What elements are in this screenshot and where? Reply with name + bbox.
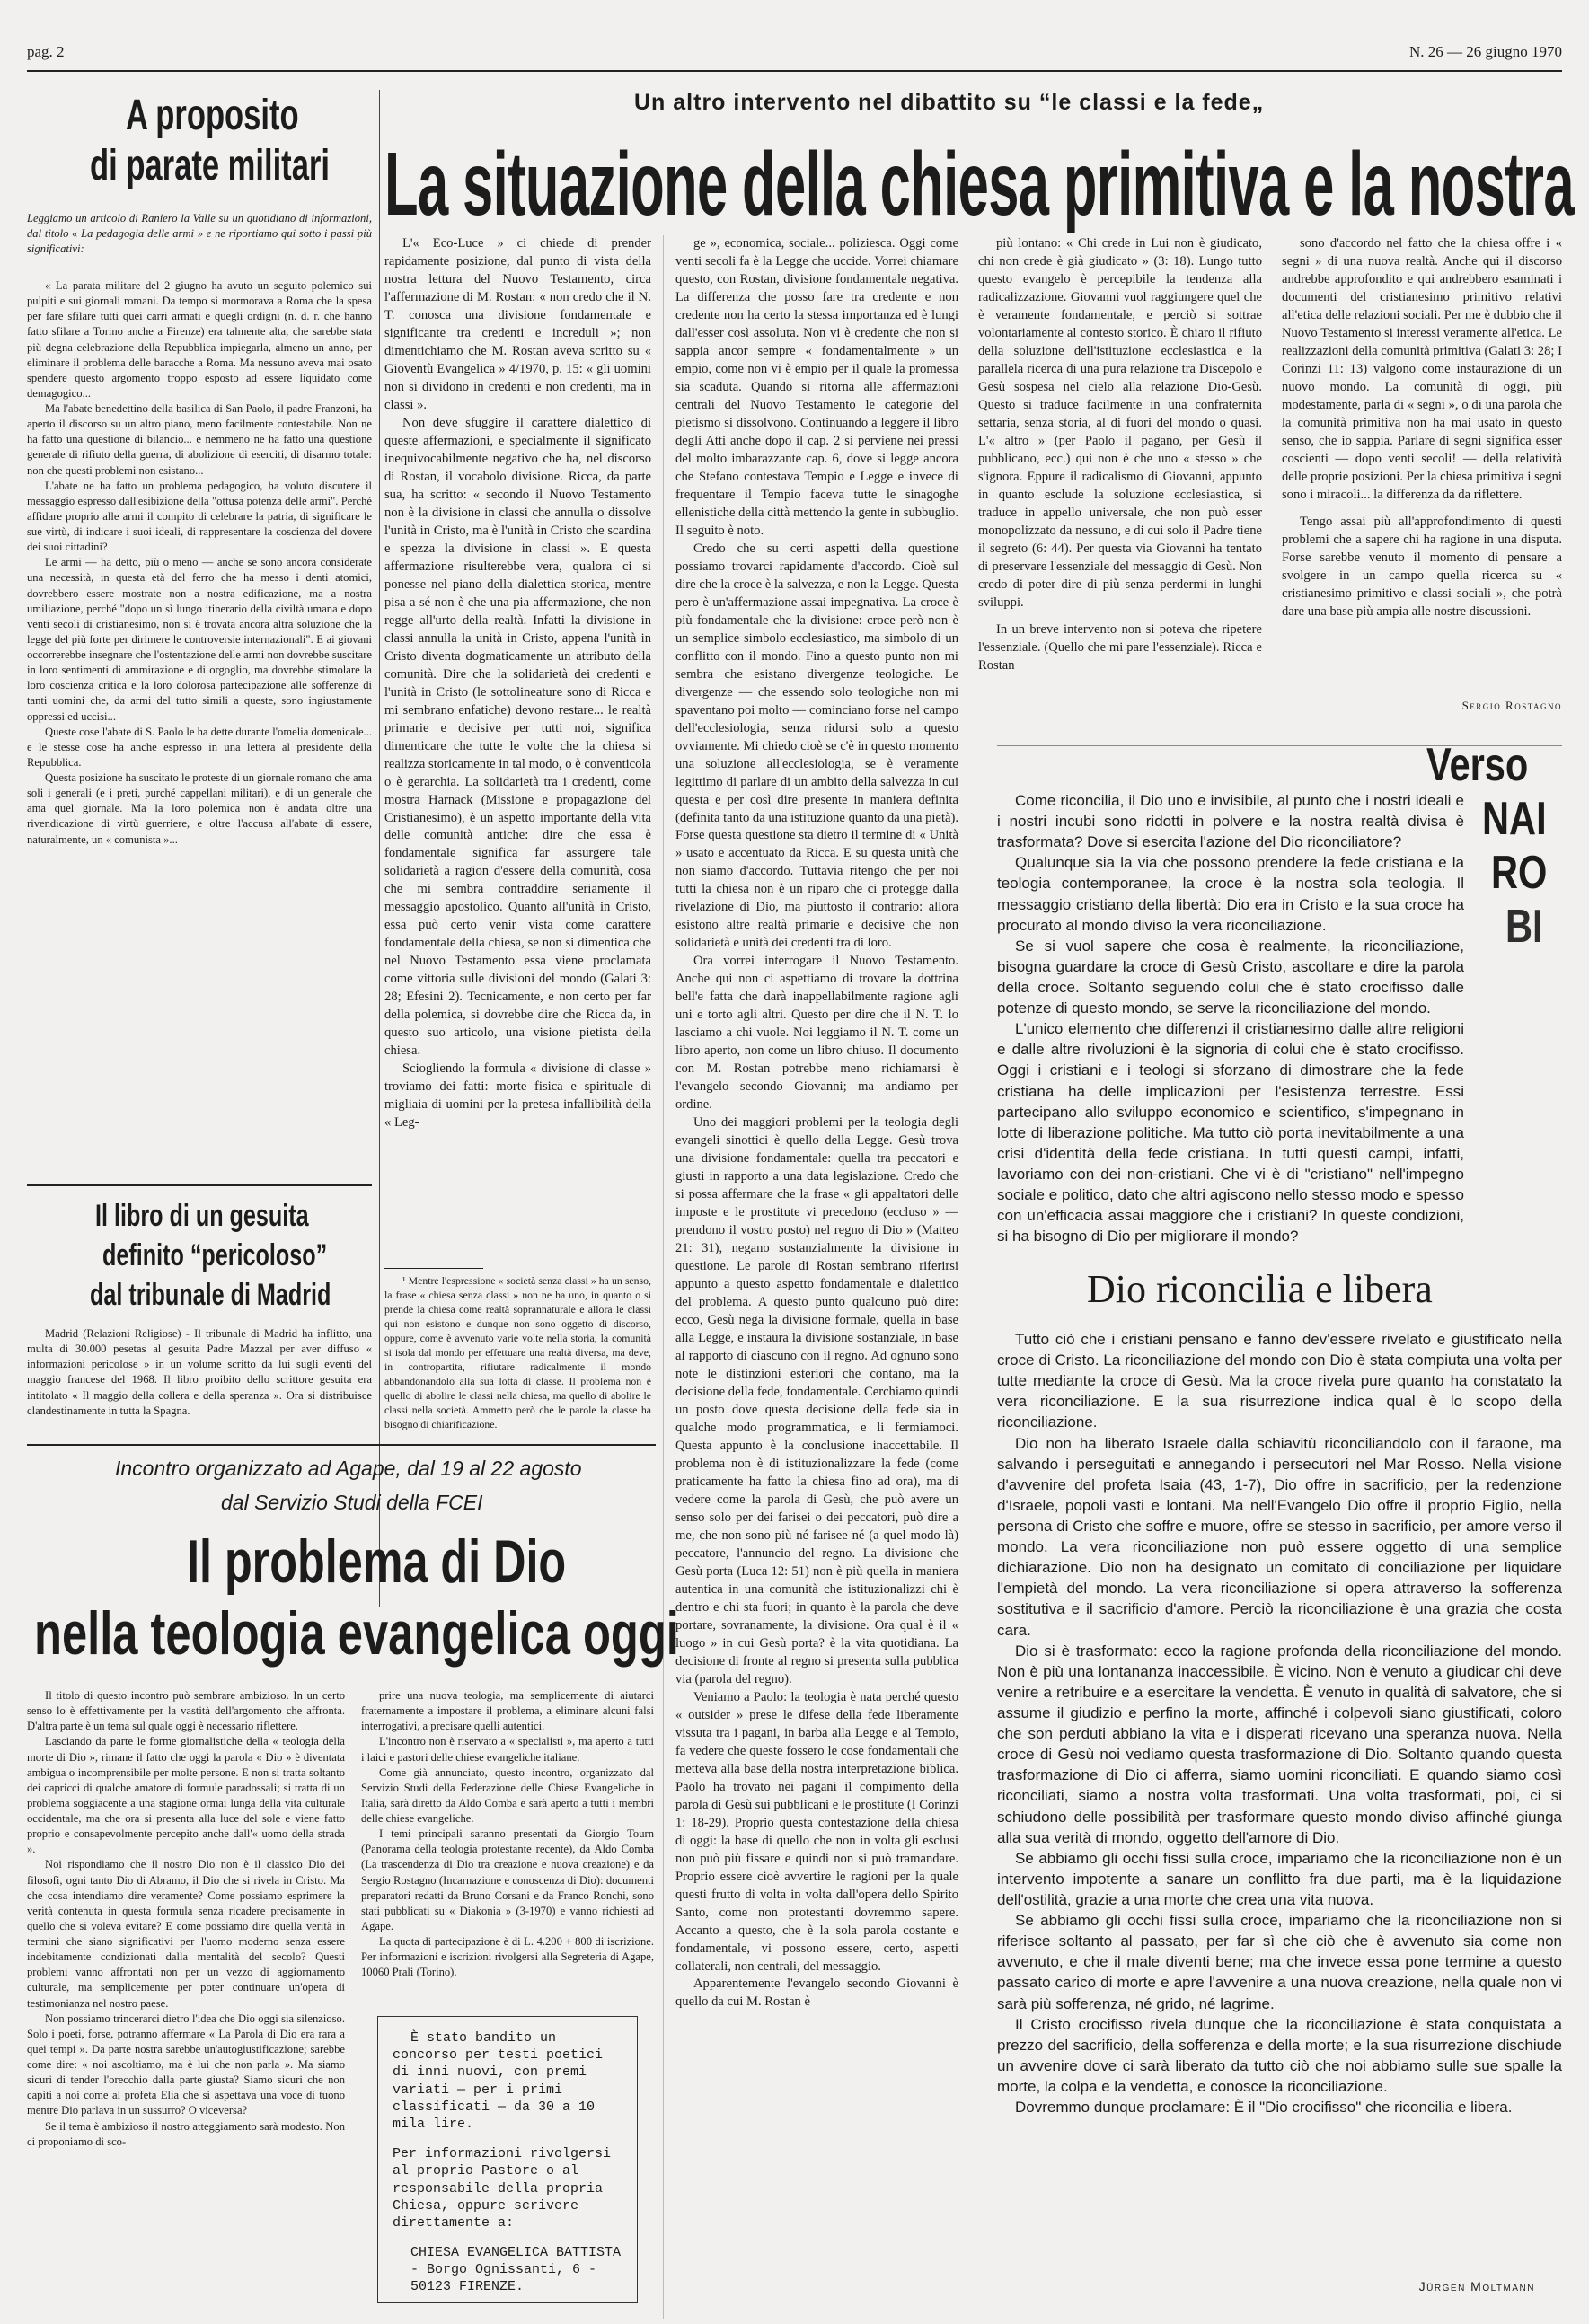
left-article-paragraph: Ma l'abate benedettino della basilica di San Paolo, il padre Franzoni, ha aperto il discorso su un altro piano, meno facilmente contestabile. Non ne ha fatto una questione di bilancio... e nemmeno ne ha fatto una questione generale di rifiuto della guerra, di abolizione di eserciti, di disarmo totale: non che questi problemi non esistano... (27, 402, 372, 477)
concorso-box (377, 2016, 638, 2303)
agape-title-2: nella teologia evangelica oggi (34, 1599, 679, 1668)
main-kicker: Un altro intervento nel dibattito su “le classi e la fede„ (634, 90, 1265, 115)
verso-paragraph: Come riconcilia, il Dio uno e invisibile, al punto che i nostri ideali e i nostri incubi sono ridotti in polvere e la nostra realtà divisa è trasformata? Dove si esercita l'azione del Dio riconciliatore? (997, 792, 1464, 851)
verso-paragraph: Se abbiamo gli occhi fissi sulla croce, impariamo che la riconciliazione non si riferisce soltanto al passato, per far sì che ciò che è avvenuto sia come non avvenuto, e che il male diventi bene; ma che invece essa pone termine a questo passato carico di morte e apre l'avvenire a una nuova creazione, nella quale non vi sarà più sofferenza, né grido, né lagrime. (997, 1912, 1562, 2012)
verso-paragraph: Se abbiamo gli occhi fissi sulla croce, impariamo che la riconciliazione non è un intervento impotente a sanare un conflitto fra due parti, ma è la liquidazione dell'ostilità, grazie a una morte che crea una vita nuova. (997, 1849, 1562, 1908)
agape-rule (27, 1444, 656, 1446)
agape-paragraph: Non possiamo trincerarci dietro l'idea che Dio oggi sia silenzioso. Solo i poeti, forse, potranno affermare « La Parola di Dio era rara a quei tempi ». Da parte nostra sarebbe un'autogiustificazione; sarebbe come dire: « noi ascoltiamo, ma è lui che non parla ». Ma siamo sicuri di tender l'orecchio dalla parte giusta? Siamo sicuri che non capiti a noi come al profeta Elia che si aspettava una voce di tuono mentre Dio parlava in un sussurro? O viceversa? (27, 2011, 345, 2117)
main-paragraph: Non deve sfuggire il carattere dialettico di queste affermazioni, e specialmente il significato inequivocabilmente negativo che ha, nel discorso di Rostan, il vocabolo divisione. Ricca, da parte sua, ha scritto: « secondo il Nuovo Testamento non è la divisione in classi che annulla o dissolve l'unità in Cristo, ma è l'unità in Cristo che scardina e spezza la divisione in classi ». E questa affermazione risulterebbe vera, qualora ci si ponesse nel piano della dialettica storica, mentre pisa a sé non è che una pia affermazione, che non regge all'urto della realtà. Infatti la divisione in classi annulla la unità in Cristo, appena l'unità in Cristo diventa dogmaticamente un attributo della comunità. Dire che la solidarietà dei credenti e l'unità in Cristo (le sottolineature sono di Ricca e mi sembrano enfatiche) devono restare... le realtà primarie e decisive per tutti noi, significa dimenticare che tutte le volte che la chiesa si realizza storicamente in tal modo, o è conventicola o è gerarchia. La solidarietà tra i credenti, come mostra Harnack (Missione e propagazione del Cristianesimo), è un aspetto importante della vita delle comunità antiche: dire che essa è fondamentale significa far assurgere tale solidarietà a ragion d'essere della comunità, cosa che mi sembra contraddire seriamente il messaggio apostolico. Quanto all'unità in Cristo, essa può certo venir vista come carattere fondamentale della chiesa, se non si dimentica che nel Nuovo Testamento essa viene proclamata come vittoria sulle divisioni del mondo (Galati 3: 28; Efesini 2). Tecnicamente, e non certo per far della polemica, si dovrebbe dire che Ricca da, in questo suo articolo, una visione pietista della chiesa. (384, 415, 651, 1059)
main-paragraph: Sciogliendo la formula « divisione di classe » troviamo dei fatti: morte fisica e spirituale di migliaia di uomini per la pretesa infallibilità della « Leg- (384, 1061, 651, 1131)
rostagno-signature: Sergio Rostagno (1461, 699, 1562, 712)
left-article-body (27, 278, 372, 1262)
main-column-2 (675, 235, 958, 2311)
concorso-text: È stato bandito un concorso per testi poetici di inni nuovi, con premi variati — per i primi classificati — da 30 a 10 mila lire. (393, 2030, 604, 2132)
agape-paragraph: Il titolo di questo incontro può sembrare ambizioso. In un certo senso lo è effettivamente per la vastità dell'argomento che affronta. D'altra parte è un tema sul quale oggi è necessario riflettere. (27, 1689, 345, 1733)
column-divider-left (379, 90, 380, 1607)
gesuita-title-1: Il libro di un gesuita (95, 1199, 309, 1233)
left-article-title-2: di parate militari (90, 142, 330, 189)
concorso-contact: Per informazioni rivolgersi al proprio Pastore o al responsabile della propria Chiesa, oppure scrivere direttamente a: (393, 2146, 612, 2231)
verso-label: Verso (1426, 739, 1529, 791)
left-article-intro (27, 211, 372, 274)
left-article-paragraph: Questa posizione ha suscitato le proteste di un giornale romano che ama soli i generali (e i preti, purché cappellani militari), e di un generale che ama quel giornale. Ma la loro polemica non è andata oltre una rivendicazione di virtù guerriere, e oltre l'accusa all'abate di essere, naturalmente, un « comunista »... (27, 771, 372, 846)
agape-paragraph: Noi rispondiamo che il nostro Dio non è il classico Dio dei filosofi, ogni tanto Dio di Abramo, il Dio che si rivela in Cristo. Ma che cosa intendiamo dire veramente? Come possiamo esprimere la verità contenuta in questa formula senza ricadere precisamente in quello che si voleva evitare? E come possiamo dire quella verità in termini che siano significativi per l'uomo moderno senza essere indebitamente condizionati dalla mentalità del secolo? Questi problemi vanno affrontati non per un vezzo di aggiornamento culturale, ma semplicemente per poter continuare un'opera di testimonianza nel nostro paese. (27, 1858, 345, 2010)
verso-paragraph: Qualunque sia la via che possono prendere la fede cristiana e la teologia contemporanee, la croce è la nostra sola teologia. Il messaggio cristiano della libertà: Dio era in Cristo e la sua croce ha procurato al mondo diviso la vera riconciliazione. (997, 854, 1464, 934)
main-column-3 (978, 235, 1262, 711)
nairobi-label-2: RO (1491, 847, 1548, 899)
main-paragraph: sono d'accordo nel fatto che la chiesa offre i « segni » di una nuova realtà. Anche qui il discorso andrebbe approfondito e qui andrebbero esaminati i documenti del cristianesimo primitivo relativi all'etica delle relazioni sociali. Per me è dubbio che il Nuovo Testamento si interessi veramente all'etica. Le realizzazioni della comunità primitiva (Galati 3: 28; I Corinzi 11: 13) valgono come instaurazione di un nuovo mondo. La comunità di oggi, più modestamente, parla di « segni », o di una parola che la comunità primitiva non ha mai usato in questo senso, che io sappia. Parlare di segni significa esser coscienti — dopo venti secoli! — della relatività delle proprie posizioni. Per la chiesa primitiva i segni sono i miracoli... la differenza da da riflettere. (1282, 236, 1562, 502)
left-article-intro-text: Leggiamo un articolo di Raniero la Valle su un quotidiano di informazioni, dal titolo « La pedagogia delle armi » e ne riportiamo qui sotto i passi più significativi: (27, 212, 372, 256)
left-article-paragraph: Queste cose l'abate di S. Paolo le ha dette durante l'omelia domenicale... e le stesse cose ha anche espresso in una lettera al presidente della Repubblica. (27, 725, 372, 769)
left-article-paragraph: Le armi — ha detto, più o meno — anche se sono ancora considerate una necessità, in questa età del ferro che ha messo i denti atomici, dovrebbero essere mostrate non a nostra edificazione, ma a nostra umiliazione, perché "dopo un sì lungo itinerario della civiltà umana e dopo venti secoli di cristianesimo, non si è trovata ancora altra soluzione che la legge del più forte per dirimere le controversie internazionali". E ai giovani occorrerebbe insegnare che l'ostentazione delle armi non dovrebbe suscitare in loro sentimenti di ammirazione e di orgoglio, ma dovrebbe stimolare la loro coscienza critica e la loro dolorosa partecipazione alle sofferenze di tanti uomini che, da armi del tutto simili a queste, sono ingiustamente oppressi ed uccisi... (27, 556, 372, 723)
footnote-rule (384, 1268, 483, 1269)
verso-intro (997, 790, 1464, 1275)
verso-closing: Dovremmo dunque proclamare: È il "Dio crocifisso" che riconcilia e libera. (1015, 2099, 1513, 2117)
nairobi-label-3: BI (1505, 901, 1543, 953)
agape-paragraph: Lasciando da parte le forme giornalistiche della « teologia della morte di Dio », rimane il fatto che oggi la parola « Dio » è diventata ambigua o incomprensibile per molte persone. E non si tratta soltanto dei capricci di qualche amatore di formule paradossali; si tratta di un problema soggiacente a una stagione ormai lunga della vita culturale occidentale, ma che ora si presenta alla luce del sole e viene fatto proprio e consapevolmente percepito anche dall'« uomo della strada ». (27, 1735, 345, 1856)
agape-paragraph: L'incontro non è riservato a « specialisti », ma aperto a tutti i laici e pastori delle chiese evangeliche italiane. (361, 1735, 654, 1764)
gesuita-title-2: definito “pericoloso” (102, 1238, 328, 1272)
verso-subhead: Dio riconcilia e libera (1087, 1267, 1433, 1311)
concorso-address: CHIESA EVANGELICA BATTISTA - Borgo Ognissanti, 6 - 50123 FIRENZE. (410, 2245, 622, 2295)
main-paragraph: Credo che su certi aspetti della questione possiamo trovarci rapidamente d'accordo. Cioè sul dire che la croce è la salvezza, e non la Legge. Questa pero è un'affermazione assai impegnativa. La croce è più fondamentale che la divisione: croce però non è un semplice simbolo ecclesiastico, ma simbolo di un conflitto con il mondo. Fino a questo punto non mi sembra che esistano divergenze teologiche. Le divergenze — che essendo solo teologiche non mi spaventano poi molto — cominciano forse nel campo dell'ecclesiologia, senza ridursi solo a questo ovviamente. Mi chiedo cioè se c'è in questo momento una soluzione all'ecclesiologia, se è veramente legittimo di parlare di un ambito della salvezza in cui questa e per così dire presente in maniera definita (definita tanto da una istituzione quanto da una pietà). Forse questa questione sta dietro il termine di « Unità » usato e accentuato da Ricca. E su questa unità che non siamo d'accordo. Tuttavia ritengo che per noi tutti la chiesa non è un riparo che ci protegge dalla rivelazione di Dio, ma piuttosto il contrario: allora esistono altre realtà primarie e decisive che non solidarietà e unità dei credenti tra di loro. (675, 541, 958, 951)
agape-paragraph: Come già annunciato, questo incontro, organizzato dal Servizio Studi della Federazione delle Chiese Evangeliche in Italia, sarà diretto da Aldo Comba e sarà aperto a tutti i membri delle chiese evangeliche. (361, 1765, 654, 1825)
main-paragraph: Ora vorrei interrogare il Nuovo Testamento. Anche qui non ci aspettiamo di trovare la dottrina bell'e fatta che darà inappellabilmente ragione agli uni e torto agli altri. Questo per dire che il N. T. lo lasciamo a chi vuole. Noi leggiamo il N. T. come un libro aperto, non come un libro chiuso. Il documento con M. Rostan potrebbe meno richiamarsi è l'evangelo secondo Giovanni; ma andiamo per ordine. (675, 954, 958, 1113)
left-article-title-1: A proposito (126, 92, 299, 139)
main-paragraph: Tengo assai più all'approfondimento di questi problemi che a sapere chi ha ragione in una disputa. Forse sarebbe venuto il momento di pensare a svolgere in un campo quella ricerca su « cristianesimo primitivo e classi sociali », che potrà dare una base più ampia alle nostre discussioni. (1282, 514, 1562, 619)
nairobi-label-1: NAI (1482, 793, 1547, 845)
agape-title-1: Il problema di Dio (187, 1527, 567, 1596)
left-article-paragraph: « La parata militare del 2 giugno ha avuto un seguito polemico sui pulpiti e sui giornali romani. Da tempo si mormorava a Roma che la spesa per fare sfilare tutti quei carri armati e quegli ordigni (n. d. r. che hanno fatto sfilare a Torino anche a Firenze) era talmente alta, che sarebbe stata più degna celebrazione della Repubblica impiegarla, almeno un anno, per eliminare il problema delle baracche a Roma. Ma nessuno aveva mai osato spendere questo argomento troppo esposto ad essere liquidato come demagogico... (27, 279, 372, 400)
agape-paragraph: prire una nuova teologia, ma semplicemente di aiutarci fraternamente a impostare il problema, a eliminare alcuni falsi interrogativi, a precisare quelli autentici. (361, 1689, 654, 1733)
main-column-4 (1282, 235, 1562, 648)
verso-paragraph: L'unico elemento che differenzi il cristianesimo dalle altre religioni e dalle altre rivoluzioni è la signoria di colui che è stato crocifisso. Oggi i cristiani e i teologi si sforzano di dimostrare che la fede cristiana ha delle implicazioni per l'esistenza terrestre. Essi partecipano allo sviluppo economico e scientifico, s'impegnano in lotte di liberazione politiche. Ma tutto ciò porta inevitabilmente a una crisi d'identità della fede cristiana. In tutti questi campi, infatti, lavoriamo con dei non-cristiani. Che vi è di "cristiano" nell'impegno sociale e politico, dato che altri agiscono nello stesso modo e spesso con un'efficacia assai maggiore che i cristiani? In queste condizioni, si ha bisogno di Dio per migliorare il mondo? (997, 1020, 1464, 1246)
verso-paragraph: Dio non ha liberato Israele dalla schiavitù riconciliandolo con il faraone, ma salvando i perseguitati e annegando i persecutori nel Mar Rosso. Nella visione d'avvenire del profeta Isaia (43, 1-7), Dio offre in sacrificio, per la redenzione d'Israele, popoli vasti e lontani. Ma nell'Evangelo Dio offre il proprio Figlio, nella persona di Cristo che soffre e muore, offre se stesso in sacrificio, per amore verso il mondo. La vera riconciliazione non può essere oggetto di una semplice dichiarazione. Dio non ha designato un comitato di conciliazione per liquidare l'empietà del mondo. La vera riconciliazione si opera attraverso la sofferenza sostitutiva e il sacrificio d'amore. Perciò la riconciliazione è una grazia che costa cara. (997, 1434, 1562, 1639)
column-divider-2 (663, 235, 664, 2319)
main-paragraph: In un breve intervento non si poteva che ripetere l'essenziale. (Quello che mi pare l'essenziale). Ricca e Rostan (978, 621, 1262, 673)
verso-paragraph: Tutto ciò che i cristiani pensano e fanno dev'essere rivelato e giustificato nella croce di Cristo. La riconciliazione del mondo con Dio è stata compiuta una volta per tutte mediante la croce di Gesù. Ma la croce rivela pure quanto ha constatato la vera riconciliazione. E la sua risurrezione indica qual è lo scopo della riconciliazione. (997, 1331, 1562, 1431)
agape-kicker-1: Incontro organizzato ad Agape, dal 19 al 22 agosto (115, 1457, 582, 1480)
main-paragraph: Uno dei maggiori problemi per la teologia degli evangeli sinottici è quello della Legge. Gesù trova una divisione fondamentale: quella tra peccatori e giusti in rapporto a una data legislazione. Credo che si possa affermare che la frase « gli appaltatori delle imposte e le prostitute vi precedono (eccluso » — prendono il vostro posto) nel regno di Dio » (Matteo 21: 31), negano sostanzialmente la divisione in questione. Le parole di Rostan sembrano riferirsi appunto a questo aspetto fondamentale e dialettico del problema. A questo punto qualcuno può dire: ecco, Gesù nega la divisione formale, quella in base alla Legge, e instaura la divisione sostanziale, in base al rapporto di ciascuno con il regno. Ad ognuno sono note le distinzioni esteriori che contano, ma la decisione della fede, fondamentale. Cerchiamo quindi un posto dove questa decisione della fede sia in qualche modo programmatica, e li fermiamoci. Questa appunto è la conclusione inaccettabile. Il problema non è di istituzionalizzare la fede (come praticamente ha fatto la chiesa fino ad ora), ma di vedere come la parola di Gesù, che può avere un senso solo per dei farisei o dei peccatori, può dire a me, che non sono più né farisee né (a quel modo là) peccatore, l'annuncio del regno. La divisione che Gesù porta (Luca 12: 51) non è più quella in maniera autentica in una comunità che istituzionalizzi chi è dentro e chi sta fuori; in quanto è la parola che deve portare, sovranamente, la divisione. Ora qual è il « luogo » in cui Gesù porta? è la vita quotidiana. La decisione di fronte al regno si presenta sulla pubblica via (parola del regno). (675, 1115, 958, 1686)
verso-paragraph: Se si vuol sapere che cosa è realmente, la riconciliazione, bisogna guardare la croce di Gesù Cristo, ascoltare e dire la parola della croce. Soltanto seguendo colui che è stato crocifisso dalle potenze di questo mondo, se serve la riconciliazione del mondo. (997, 937, 1464, 1017)
main-paragraph: più lontano: « Chi crede in Lui non è giudicato, chi non crede è già giudicato » (3: 18). Lungo tutto questo evangelo è percepibile la tendenza alla radicalizzazione. Giovanni vuol raggiungere quel che è veramente fondamentale, e perciò si sottrae volontariamente al contesto storico. È chiaro il rifiuto della soluzione dell'istituzione ecclesiastica e la parallela ricerca di una pura relazione tra Discepolo e Gesù sospesa nel cielo alla relazione Dio-Gesù. Questo si traduce facilmente in una confraternita settaria, senza storia, al di fuori del mondo o quasi. L'« altro » (per Paolo il pagano, per Gesù il pubblicano, ecc.) qui non è che uno « stesso » che s'ignora. Eppure il radicalismo di Giovanni, appunto in quanto esclude la soluzione ecclesiastica, si traduce in appello universale, che non può esser monopolizzato da nessuno, e di cui solo il Padre tiene il segreto (6: 44). Per questa via Giovanni ha tentato di preservare l'essenziale del messaggio di Gesù. Non credo di poter dire di più senza perdermi in lunghi sviluppi. (978, 236, 1262, 610)
issue-date: N. 26 — 26 giugno 1970 (1409, 43, 1562, 60)
main-footnote-text: ¹ Mentre l'espressione « società senza classi » ha un senso, la frase « chiesa senza classi » non ne ha uno, in quanto o si prende la chiesa come realtà soprannaturale e allora le classi qui non esistono e dunque non sono oggetto di discorso, oppure, come è avvenuto varie volte nella storia, la comunità si isola dal mondo per effettuare una realtà diversa, ma deve, in contropartita, rifiutare radicalmente il mondo abbandonandolo alla sua lotta di classe. Il problema non è quello di abolire le classi nella chiesa, ma quello di abolire le classi nella società. Ammetto però che le parole la classe ha bisogno di chiarificazione. (384, 1274, 651, 1431)
page-number: pag. 2 (27, 43, 65, 60)
gesuita-title-3: dal tribunale di Madrid (90, 1278, 331, 1312)
main-title: La situazione della chiesa primitiva e la nostra (384, 134, 1574, 234)
agape-kicker-2: dal Servizio Studi della FCEI (221, 1491, 483, 1514)
main-paragraph: ge », economica, sociale... poliziesca. Oggi come venti secoli fa è la Legge che uccide. Vorrei chiamare questo, con Rostan, divisione fondamentale negativa. La differenza che posso fare tra credente e non credente non ha certo la stessa importanza ed è lungi dall'esser così assoluta. Non vi è credente che non si sappia ancor sempre « fondamentalmente » un empio, come non vi è empio per il quale la promessa sia scaduta. Quando si ritorna alle affermazioni centrali del Nuovo Testamento le categorie del pietismo si dissolvono. Continuando a leggere il libro degli Atti anche dopo il cap. 2 si perviene nei pressi del molto imbarazzante cap. 6, dove si legge ancora che Stefano contestava Tempio e Legge e invece di frequentare il Tempio faceva tutte le sinagoghe ellenistiche della città mettendo la gente in subbuglio. Il seguito è noto. (675, 236, 958, 538)
main-paragraph: Veniamo a Paolo: la teologia è nata perché questo « outsider » prese le difese della fede liberamente vissuta tra i pagani, in barba alla Legge e al Tempio, fa vedere che queste fossero le cose fondamentali che metteva alla base della nostra interpretazione biblica. Paolo ha trovato nei pagani il compimento della parola di Gesù sui pubblicani e le prostitute (I Corinzi 1: 18-29). Proprio questa contestazione della chiesa di oggi: la base di quello che non in volta gli esclusi non può più fissare e quindi non si può tramandare. Proprio essere cioè avvertire le ragioni per la quale questi frutto di volta in volta dall'opera dello Spirito Santo, come non protestanti dovremmo sapere. Accanto a questo, che è la sola parola costante e fondamentale, vi possono essere, certo, aspetti collaterali, non centrali, del messaggio. (675, 1689, 958, 1974)
header-rule (27, 70, 1562, 72)
agape-paragraph: La quota di partecipazione è di L. 4.200 + 800 di iscrizione. Per informazioni e iscrizioni rivolgersi alla Segreteria di Agape, 10060 Prali (Torino). (361, 1935, 654, 1979)
verso-paragraph: Il Cristo crocifisso rivela dunque che la riconciliazione è stata conquistata a prezzo del sacrificio, della sofferenza e della morte; e la sua risurrezione dischiude un avvenire dove ci sarà liberato da tutto ciò che noi abbiamo sulle sue spalle la morte, la colpa e la vendetta, e conosce la riconciliazione. (997, 2015, 1562, 2095)
main-paragraph: L'« Eco-Luce » ci chiede di prender rapidamente posizione, dal punto di vista della nostra lettura del Nuovo Testamento, circa l'affermazione di M. Rostan: « non credo che il N. T. conosca una divisione fondamentale e significante tra credenti e increduli »; non dimentichiamo che M. Rostan aveva scritto su « Gioventù Evangelica » 4/1970, p. 15: « gli uomini non si dividono in credenti e non credenti, ma in classi ». (384, 236, 651, 412)
main-column-1 (384, 235, 651, 1178)
moltmann-signature: Jürgen Moltmann (1418, 2279, 1535, 2293)
verso-paragraph: Dio si è trasformato: ecco la ragione profonda della riconciliazione del mondo. Non è più una lontananza inaccessibile. È vicino. Non è venuto a giudicar chi deve venire a retribuire e a esercitare la vendetta. È venuto in qualità di salvatore, che si assume il giudizio e perfino la morte, affinché i colpevoli siano giustificati, coloro che son perduti abbiano la vita e i disperati ricevano una speranza nuova. Nella croce di Gesù noi vediamo questa trasformazione di Dio. Soltanto quando questa trasformazione di Dio ci afferra, siamo uomini riconciliati. E quando siamo così riconciliati, siamo a nostra volta trasformati. Una volta trasformati, poi, ci si schiudono delle possibilità per trasformare questo mondo diviso affinché giunga alla sua verità di mondo, oggetto dell'amore di Dio. (997, 1642, 1562, 1846)
gesuita-text: Madrid (Relazioni Religiose) - Il tribunale di Madrid ha inflitto, una multa di 30.000 pesetas al gesuita Padre Mazzal per aver diffuso « informazioni pericolose » in un volume scritto da lui sugli eventi del maggio francese del 1968. Il libro proibito dello scrittore gesuita era intitolato « Il maggio della collera e della speranza ». Ora si distribuisce clandestinamente in tutta la Spagna. (27, 1327, 372, 1417)
verso-body (997, 1329, 1562, 2218)
agape-column-1 (27, 1688, 345, 2317)
main-paragraph: Apparentemente l'evangelo secondo Giovanni è quello da cui M. Rostan è (675, 1976, 958, 2010)
agape-paragraph: I temi principali saranno presentati da Giorgio Tourn (Panorama della teologia protestante recente), da Aldo Comba (La trascendenza di Dio tra creazione e nuova creazione) e da Sergio Rostagno (Incarnazione e conoscenza di Dio): documenti preparatori redatti da Bruno Corsani e da Franco Ronchi, sono stati pubblicati su « Diakonia » (3-1970) e vanno richiesti ad Agape. (361, 1827, 654, 1932)
agape-column-2 (361, 1688, 654, 2007)
left-article-rule (27, 1184, 372, 1186)
agape-paragraph: Se il tema è ambizioso il nostro atteggiamento sarà modesto. Non ci proponiamo di sco- (27, 2119, 345, 2148)
left-article-paragraph: L'abate ne ha fatto un problema pedagogico, ha voluto discutere il messaggio espresso dall'esibizione della "ottusa potenza delle armi". Perché affidare proprio alle armi il compito di celebrare la patria, di significare le sue virtù, di indicare i suoi ideali, di rappresentare la coscienza del dovere dei suoi cittadini? (27, 479, 372, 554)
